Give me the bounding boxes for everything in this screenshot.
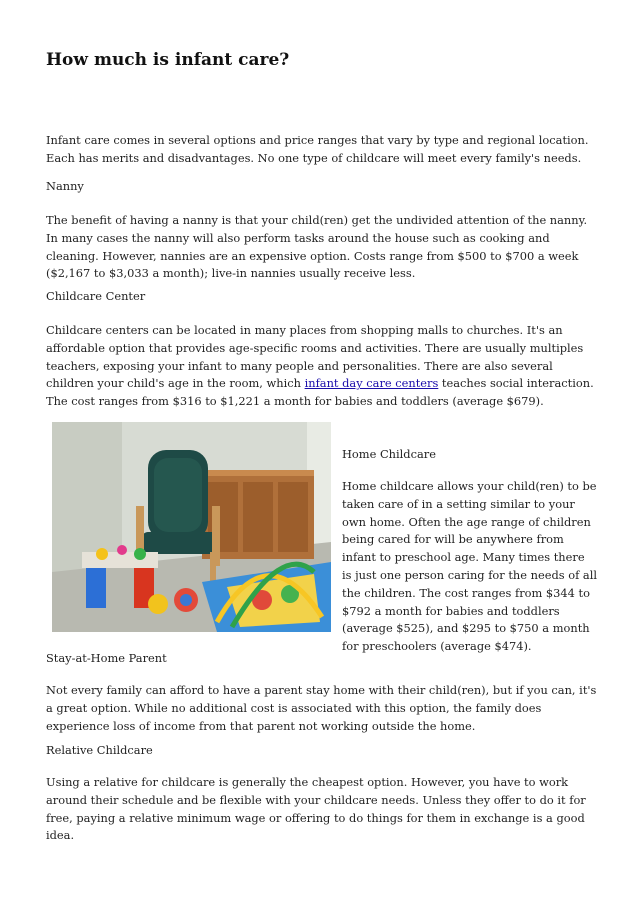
- home-childcare-paragraph: Home childcare allows your child(ren) to be taken care of in a setting similar to your own home. Often the age range of children being cared for will be anywhere from infant to preschool age. Many times there is just one person caring for the needs of all the children. The cost ranges from $344 to $792 a month for babies and toddlers (average $525), and $295 to $750 a month for preschoolers (average $474).: [342, 479, 597, 654]
- home-childcare-heading: Home Childcare: [342, 447, 436, 461]
- nanny-heading: Nanny: [46, 179, 84, 193]
- infant-day-care-centers-link[interactable]: infant day care centers: [304, 376, 439, 391]
- relative-childcare-paragraph: Using a relative for childcare is generally the cheapest option. However, you have to work around their schedule and be flexible with your childcare needs. Unless they offer to do it for free, paying a relative minimum wage or offering to do things for them in exchange is a good idea.: [46, 775, 586, 843]
- center-text-before: Childcare centers can be located in many places from shopping malls to churches. It's an affordable option that provides age-specific rooms and activities. There are usually multiples teachers, exposing your infant to many people and personalities. There are also several children your child's age in the room, which: [46, 323, 584, 391]
- relative-childcare-heading: Relative Childcare: [46, 743, 153, 757]
- childcare-center-paragraph: [46, 322, 601, 411]
- page-title: How much is infant care?: [46, 50, 290, 70]
- nanny-paragraph: The benefit of having a nanny is that your child(ren) get the undivided attention of the nanny. In many cases the nanny will also perform tasks around the house such as cooking and cleaning. However, nannies are an expensive option. Costs range from $500 to $700 a week ($2,167 to $3,033 a month); live-in nannies usually receive less.: [46, 213, 588, 281]
- nursery-photo: [52, 422, 331, 632]
- intro-paragraph: Infant care comes in several options and price ranges that vary by type and regional location. Each has merits and disadvantages. No one type of childcare will meet every family's needs.: [46, 133, 589, 165]
- childcare-center-heading: Childcare Center: [46, 289, 146, 303]
- center-text-after: teaches social interaction. The cost ranges from $316 to $1,221 a month for babies and toddlers (average $679).: [46, 376, 594, 409]
- stay-at-home-heading: Stay-at-Home Parent: [46, 651, 167, 665]
- stay-at-home-paragraph: Not every family can afford to have a parent stay home with their child(ren), but if you can, it's a great option. While no additional cost is associated with this option, the family does experience loss of income from that parent not working outside the home.: [46, 683, 597, 733]
